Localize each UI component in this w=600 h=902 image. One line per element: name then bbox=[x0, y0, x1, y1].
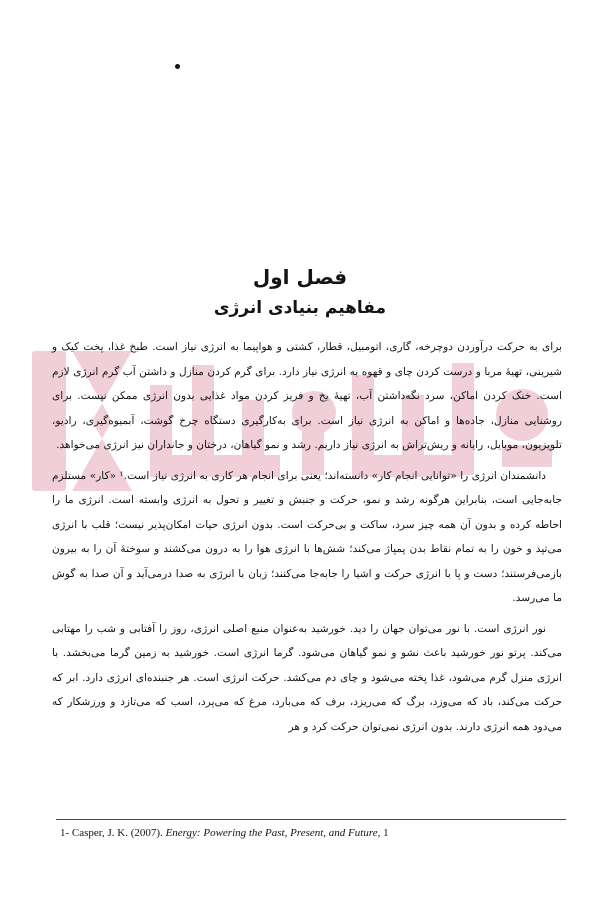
footnote-title: Energy: Powering the Past, Present, and Future bbox=[165, 827, 378, 839]
body-text bbox=[52, 335, 562, 745]
footnote bbox=[60, 826, 560, 840]
paragraph: دانشمندان انرژی را «توانایی انجام کار» دانسته‌اند؛ یعنی برای انجام هر کاری به انرژی نیاز است.¹ «کار» مستلزم جابه‌جایی است، بنابراین هرگونه رشد و نمو، حرکت و جنبش و تغییر و تحول به انرژی وابسته است. انرژی ما را احاطه کرده و بدون آن همه چیز سرد، ساکت و بی‌حرکت است. بدون انرژی حیات امکان‌پذیر نیست؛ قلب با انرژی می‌تپد و خون را به تمام نقاط بدن پمپاژ می‌کند؛ شش‌ها با انرژی هوا را به درون می‌کشند و سوختهٔ آن را به بیرون بازمی‌فرستند؛ دست و پا با انرژی حرکت و اشیا را جابه‌جا می‌کنند؛ زبان با انرژی به صدا درمی‌آید و آن صدا به گوش ما می‌رسد. bbox=[52, 469, 562, 604]
footnote-number: 1- bbox=[60, 827, 70, 839]
chapter-subtitle: مفاهیم بنیادی انرژی bbox=[213, 298, 387, 318]
paragraph: برای به حرکت درآوردن دوچرخه، گاری، اتومبیل، قطار، کشتی و هواپیما به انرژی نیاز است. طبخ غذا، پخت کیک و شیرینی، تهیهٔ مربا و درست کردن چای و قهوه به انرژی نیاز دارد. برای گرم کردن منازل و داشتن آب گرم انرژی لازم است. خنک کردن اماکن، سرد نگه‌داشتن آب، تهیهٔ یخ و فریز کردن مواد غذایی بدون انرژی ممکن نیست. برای روشنایی منازل، جاده‌ها و اماکن به انرژی نیاز است. برای به‌کارگیری دستگاه چرخ گوشت، آبمیوه‌گیری، رادیو، تلویزیون، موبایل، رایانه و ریش‌تراش به انرژی نیاز داریم. رشد و نمو گیاهان، درختان و جانداران نیز انرژی می‌خواهد. bbox=[52, 341, 562, 451]
chapter-heading bbox=[0, 262, 600, 322]
paragraph: نور انرژی است. با نور می‌توان جهان را دید. خورشید به‌عنوان منبع اصلی انرژی، روز را آفتابی و شب را مهتابی می‌کند. پرتو نور خورشید باعث نشو و نمو گیاهان می‌شود. گرما انرژی است. خورشید به زمین گرما می‌بخشد. با انرژی منزل گرم می‌شود، غذا پخته می‌شود و چای دم می‌کشد. حرکت انرژی است. هر جنبنده‌ای انرژی دارد. ابر که حرکت می‌کند، باد که می‌وزد، برگ که می‌ریزد، برف که می‌بارد، مرغ که می‌پرد، اسب که می‌تازد و ورزشکار که می‌دود همه انرژی دارند. بدون انرژی نمی‌توان حرکت کرد و هر bbox=[52, 622, 562, 733]
footnote-trail: , 1 bbox=[377, 827, 389, 839]
page-dot bbox=[175, 64, 180, 69]
footnote-divider bbox=[56, 819, 566, 820]
footnote-author: Casper, J. K. (2007). bbox=[71, 827, 163, 839]
chapter-title: فصل اول bbox=[252, 265, 348, 289]
